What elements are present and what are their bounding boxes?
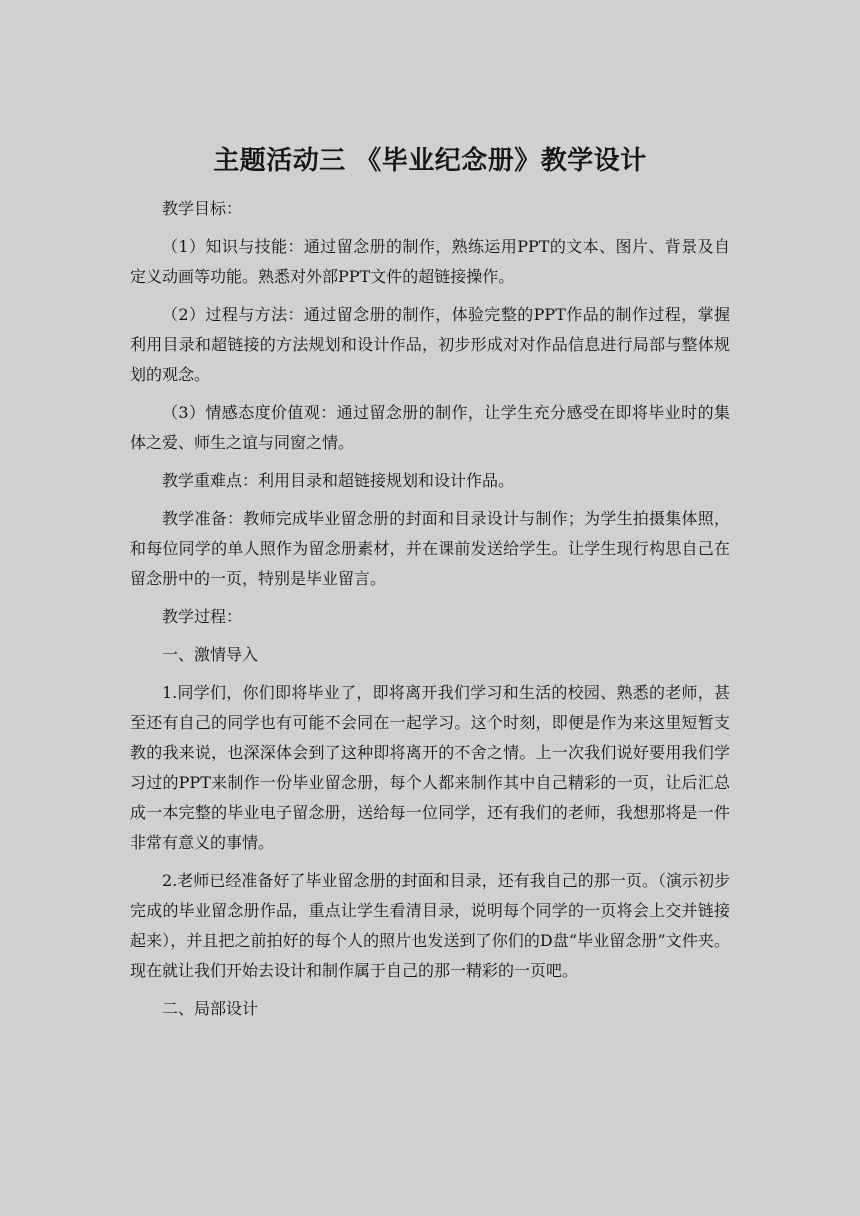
section-heading-intro: 一、激情导入 (162, 645, 259, 664)
paragraph-key-points: 教学重难点：利用目录和超链接规划和设计作品。 (162, 471, 515, 490)
paragraph-preparation: 教学准备：教师完成毕业留念册的封面和目录设计与制作；为学生拍摄集体照，和每位同学的单人照作为留念册素材，并在课前发送给学生。让学生现行构思自己在留念册中的一页，特别是毕业留言。 (130, 509, 730, 588)
paragraph-intro-1: 1.同学们，你们即将毕业了，即将离开我们学习和生活的校园、熟悉的老师，甚至还有自己的同学也有可能不会同在一起学习。这个时刻，即便是作为来这里短暂支教的我来说，也深深体会到了这种即将离开的不舍之情。上一次我们说好要用我们学习过的PPT来制作一份毕业留念册，每个人都来制作其中自己精彩的一页，让后汇总成一本完整的毕业电子留念册，送给每一位同学，还有我们的老师，我想那将是一件非常有意义的事情。 (130, 683, 730, 852)
paragraph-objective-3: （3）情感态度价值观：通过留念册的制作，让学生充分感受在即将毕业时的集体之爱、师生之谊与同窗之情。 (130, 403, 730, 452)
paragraph-intro-2: 2.老师已经准备好了毕业留念册的封面和目录，还有我自己的那一页。（演示初步完成的毕业留念册作品，重点让学生看清目录，说明每个同学的一页将会上交并链接起来），并且把之前拍好的每个人的照片也发送到了你们的D盘“毕业留念册”文件夹。现在就让我们开始去设计和制作属于自己的那一精彩的一页吧。 (130, 871, 730, 980)
document-body (130, 194, 730, 1032)
document-title: 主题活动三 《毕业纪念册》教学设计 (213, 146, 647, 176)
section-heading-local-design: 二、局部设计 (162, 999, 259, 1018)
paragraph-process-heading: 教学过程： (162, 607, 243, 626)
paragraph-objectives-heading: 教学目标： (162, 199, 243, 218)
paragraph-objective-1: （1）知识与技能：通过留念册的制作，熟练运用PPT的文本、图片、背景及自定义动画等功能。熟悉对外部PPT文件的超链接操作。 (130, 237, 730, 286)
paragraph-objective-2: （2）过程与方法：通过留念册的制作，体验完整的PPT作品的制作过程，掌握利用目录和超链接的方法规划和设计作品，初步形成对对作品信息进行局部与整体规划的观念。 (130, 305, 730, 384)
